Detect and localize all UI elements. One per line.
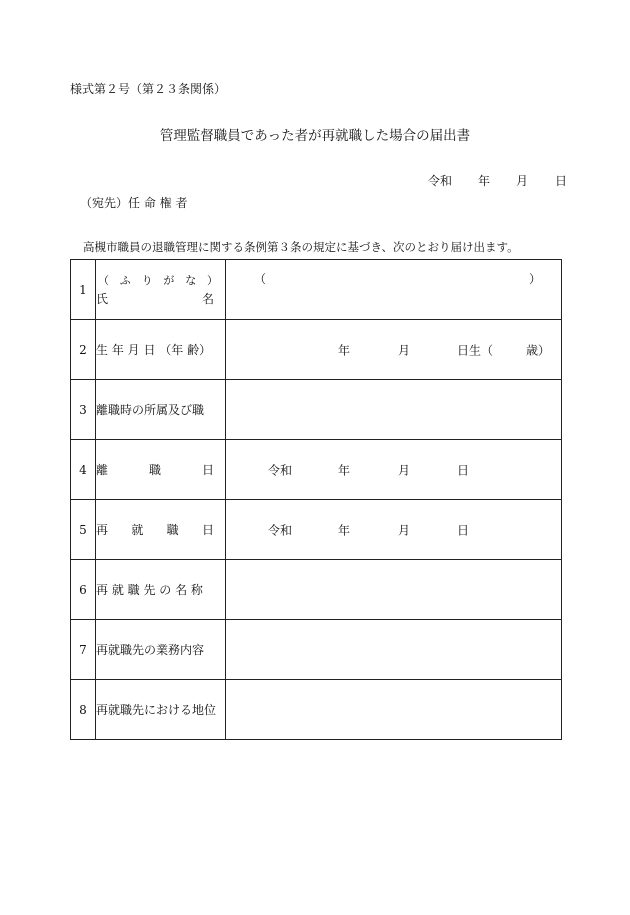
report-form-table	[70, 259, 562, 740]
birthdate-label: 生 年 月 日 （年 齢）	[96, 320, 226, 380]
new-position-label: 再就職先における地位	[96, 680, 226, 740]
table-row	[71, 620, 562, 680]
submission-date	[428, 172, 567, 189]
date-era: 令和	[428, 174, 453, 188]
date-year: 年	[478, 174, 491, 188]
new-employer-name-field[interactable]	[226, 560, 562, 620]
row-number: 5	[71, 500, 96, 560]
date-month: 月	[516, 174, 529, 188]
name-label: 氏 名	[96, 292, 214, 306]
retirement-date-field[interactable]: 令和 年 月 日	[226, 440, 562, 500]
retirement-date-label: 離 職 日	[96, 440, 226, 500]
table-row	[71, 380, 562, 440]
name-field[interactable]	[226, 260, 562, 320]
row-number: 6	[71, 560, 96, 620]
addressee: （宛先）任 命 権 者	[80, 196, 188, 210]
new-employer-business-field[interactable]	[226, 620, 562, 680]
new-position-field[interactable]	[226, 680, 562, 740]
new-employer-name-label: 再 就 職 先 の 名 称	[96, 560, 226, 620]
date-day: 日	[555, 174, 568, 188]
reemployment-date-label: 再 就 職 日	[96, 500, 226, 560]
row-number: 2	[71, 320, 96, 380]
name-label-cell	[96, 260, 226, 320]
table-row	[71, 560, 562, 620]
furigana-close-paren: ）	[529, 272, 542, 286]
intro-text: 高槻市職員の退職管理に関する条例第３条の規定に基づき、次のとおり届け出ます。	[83, 240, 519, 254]
row-number: 7	[71, 620, 96, 680]
former-position-label: 離職時の所属及び職	[96, 380, 226, 440]
table-row	[71, 260, 562, 320]
document-title: 管理監督職員であった者が再就職した場合の届出書	[159, 128, 471, 144]
table-row	[71, 440, 562, 500]
furigana-label: （ ふ り が な ）	[98, 274, 218, 287]
table-row	[71, 500, 562, 560]
row-number: 8	[71, 680, 96, 740]
new-employer-business-label: 再就職先の業務内容	[96, 620, 226, 680]
furigana-open-paren: （	[254, 272, 267, 286]
row-number: 3	[71, 380, 96, 440]
table-row	[71, 320, 562, 380]
row-number: 1	[71, 260, 96, 320]
former-position-field[interactable]	[226, 380, 562, 440]
form-number-label: 様式第２号（第２３条関係）	[70, 82, 227, 96]
table-row	[71, 680, 562, 740]
reemployment-date-field[interactable]: 令和 年 月 日	[226, 500, 562, 560]
birthdate-field[interactable]: 年 月 日生（ 歳）	[226, 320, 562, 380]
row-number: 4	[71, 440, 96, 500]
